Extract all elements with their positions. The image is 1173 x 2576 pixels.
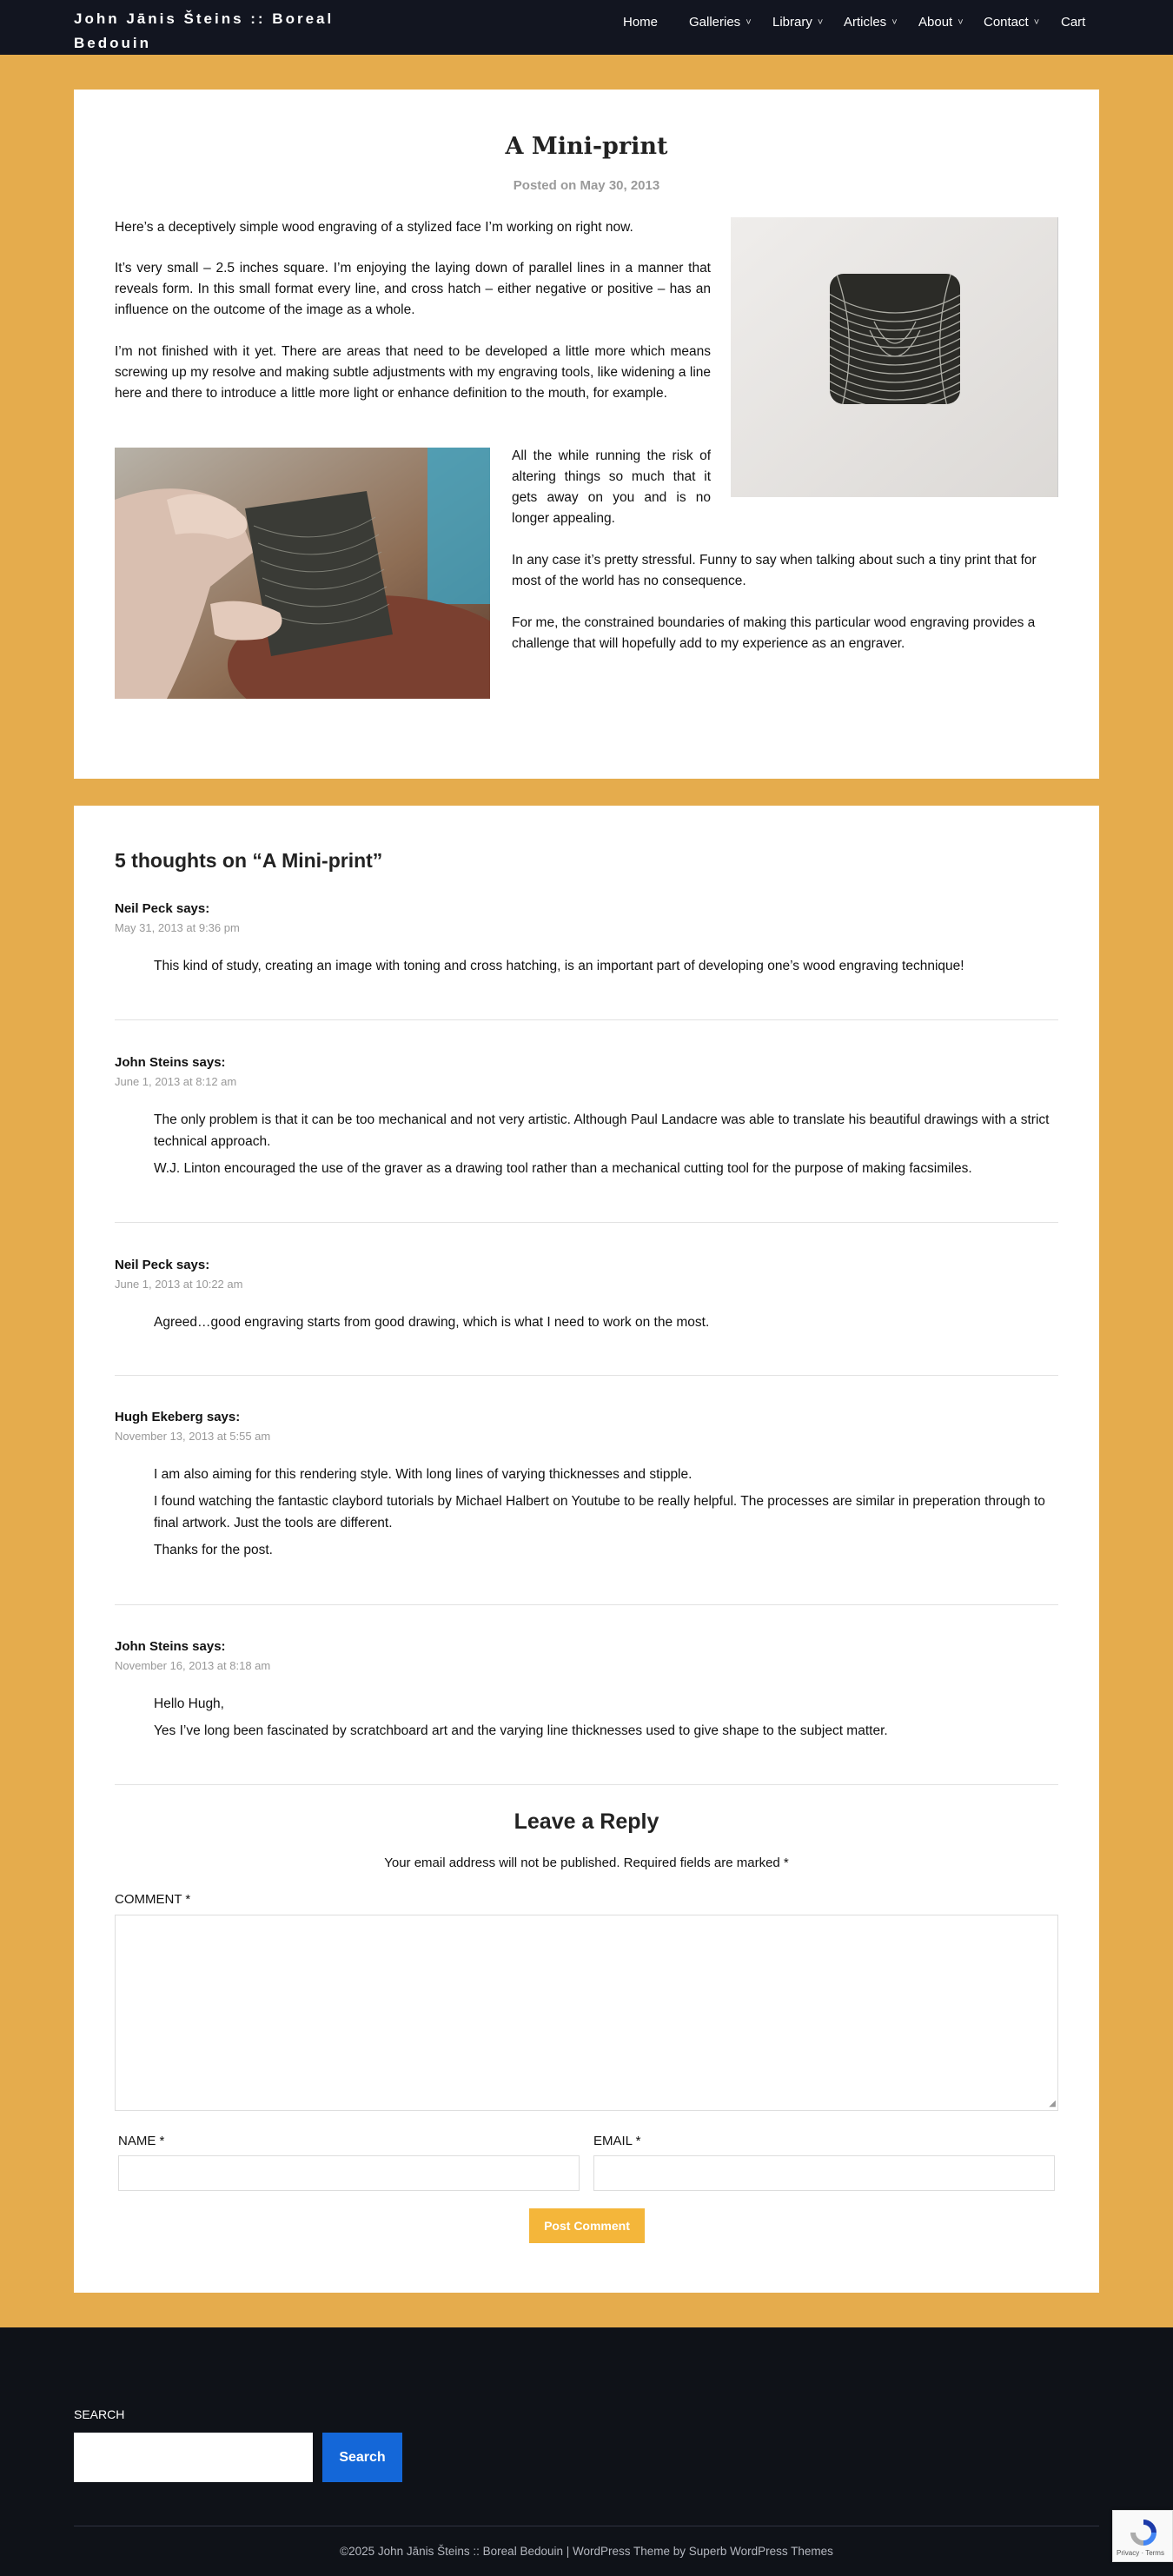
chevron-down-icon: ˅ xyxy=(1033,17,1040,28)
comment-divider xyxy=(115,1375,1058,1376)
resize-grip-icon[interactable]: ◢ xyxy=(1049,2099,1056,2108)
post-paragraph: It’s very small – 2.5 inches square. I’m enjoying the laying down of parallel lines in a manner that reveals form. In this small format every line, and cross hatch – either negative or positive – has an influence on the outcome of the image as a whole. xyxy=(115,261,711,317)
post-paragraph: Here’s a deceptively simple wood engraving of a stylized face I’m working on right now. xyxy=(115,220,633,235)
copyright-text: ©2025 John Jānis Šteins :: Boreal Bedouin | WordPress Theme by Superb WordPress Themes xyxy=(340,2545,833,2558)
post-title: A Mini-print xyxy=(505,133,668,160)
comment xyxy=(115,1055,1058,1185)
comment-divider xyxy=(115,1604,1058,1605)
site-footer xyxy=(0,2327,1173,2576)
nav-label: Library xyxy=(772,15,812,30)
site-title[interactable]: John Jānis Šteins :: Boreal Bedouin xyxy=(74,10,335,51)
comment-author[interactable]: Hugh Ekeberg says: xyxy=(115,1410,241,1424)
post-paragraph: All the while running the risk of altering things so much that it gets away on you and is no longer appealing. xyxy=(512,448,711,526)
chevron-down-icon: ˅ xyxy=(958,17,964,28)
comment-author[interactable]: Neil Peck says: xyxy=(115,901,210,916)
nav-item-home[interactable] xyxy=(623,15,658,30)
post-date[interactable]: Posted on May 30, 2013 xyxy=(513,178,660,193)
comment-body xyxy=(154,1311,1058,1333)
comment-date[interactable]: May 31, 2013 at 9:36 pm xyxy=(115,921,240,934)
email-input[interactable] xyxy=(593,2155,1055,2191)
email-label: EMAIL * xyxy=(593,2134,641,2148)
comment-author[interactable]: Neil Peck says: xyxy=(115,1258,210,1272)
nav-item-contact[interactable] xyxy=(984,15,1039,30)
comment-label: COMMENT * xyxy=(115,1892,191,1907)
comment xyxy=(115,1258,1058,1338)
engraving-print-image[interactable] xyxy=(731,217,1058,497)
comment-body xyxy=(154,1464,1058,1561)
nav-item-galleries[interactable] xyxy=(689,15,752,30)
comment-text: The only problem is that it can be too mechanical and not very artistic. Although Paul Landacre was able to translate his beautiful drawings with a strict technical approach. xyxy=(154,1112,1050,1149)
comment-date[interactable]: June 1, 2013 at 10:22 am xyxy=(115,1278,243,1291)
comment-text: I am also aiming for this rendering style. With long lines of varying thicknesses and stipple. xyxy=(154,1467,693,1482)
post-article xyxy=(74,90,1099,779)
comment-textarea[interactable] xyxy=(115,1915,1058,2111)
nav-label: Articles xyxy=(844,15,887,30)
comments-section xyxy=(74,806,1099,2293)
recaptcha-badge[interactable] xyxy=(1112,2510,1173,2562)
comment-date[interactable]: June 1, 2013 at 8:12 am xyxy=(115,1075,237,1088)
nav-item-articles[interactable] xyxy=(844,15,898,30)
comment-body xyxy=(154,1693,1058,1742)
search-input[interactable] xyxy=(74,2433,313,2482)
chevron-down-icon: ˅ xyxy=(746,17,752,28)
post-comment-button[interactable]: Post Comment xyxy=(529,2208,645,2243)
comment-author[interactable]: John Steins says: xyxy=(115,1055,226,1070)
comment-divider xyxy=(115,1019,1058,1020)
comment-author[interactable]: John Steins says: xyxy=(115,1639,226,1654)
nav-label: Galleries xyxy=(689,15,741,30)
search-button[interactable]: Search xyxy=(322,2433,402,2482)
post-paragraph: I’m not finished with it yet. There are areas that need to be developed a little more which means screwing up my resolve and making subtle adjustments with my engraving tools, like widening a line here and there to introduce a little more light or enhance definition to the mouth, for example. xyxy=(115,344,711,401)
comment-text: Hello Hugh, xyxy=(154,1696,224,1711)
site-header xyxy=(0,0,1173,55)
comments-heading: 5 thoughts on “A Mini-print” xyxy=(115,849,383,872)
comment-text: Agreed…good engraving starts from good drawing, which is what I need to work on the most. xyxy=(154,1315,710,1330)
reply-title: Leave a Reply xyxy=(514,1809,659,1834)
comment-divider xyxy=(115,1222,1058,1223)
name-input[interactable] xyxy=(118,2155,580,2191)
search-label: SEARCH xyxy=(74,2407,125,2421)
chevron-down-icon: ˅ xyxy=(891,17,898,28)
comment-text: This kind of study, creating an image with toning and cross hatching, is an important part of developing one’s wood engraving technique! xyxy=(154,959,964,973)
hand-holding-block-image[interactable] xyxy=(115,448,490,699)
nav-label: Contact xyxy=(984,15,1029,30)
nav-item-library[interactable] xyxy=(772,15,823,30)
comment xyxy=(115,1639,1058,1747)
comment-text: Thanks for the post. xyxy=(154,1543,273,1557)
reply-note: Your email address will not be published. Required fields are marked * xyxy=(384,1856,789,1870)
recaptcha-icon xyxy=(1126,2516,1161,2549)
comment-text: W.J. Linton encouraged the use of the graver as a drawing tool rather than a mechanical cutting tool for the purpose of making facsimiles. xyxy=(154,1161,972,1176)
comment-body xyxy=(154,955,1058,977)
comment-date[interactable]: November 13, 2013 at 5:55 am xyxy=(115,1430,271,1443)
recaptcha-links[interactable]: Privacy · Terms xyxy=(1117,2549,1164,2557)
comment xyxy=(115,901,1058,982)
name-label: NAME * xyxy=(118,2134,165,2148)
nav-item-about[interactable] xyxy=(918,15,964,30)
comment-text: Yes I’ve long been fascinated by scratchboard art and the varying line thicknesses used to give shape to the subject matter. xyxy=(154,1723,888,1738)
comment-date[interactable]: November 16, 2013 at 8:18 am xyxy=(115,1659,271,1672)
nav-label: Home xyxy=(623,15,659,30)
comment xyxy=(115,1410,1058,1566)
post-paragraph: In any case it’s pretty stressful. Funny to say when talking about such a tiny print that for most of the world has no consequence. xyxy=(512,553,1037,588)
hand-holding-block-graphic xyxy=(115,448,490,699)
comment-text: I found watching the fantastic claybord tutorials by Michael Halbert on Youtube to be really helpful. The processes are similar in preperation through to final artwork. Just the tools are different. xyxy=(154,1494,1045,1530)
engraving-print-graphic xyxy=(731,217,1058,497)
nav-item-cart[interactable] xyxy=(1061,15,1085,30)
chevron-down-icon: ˅ xyxy=(817,17,824,28)
comment-body xyxy=(154,1109,1058,1179)
comment-divider xyxy=(115,1784,1058,1785)
nav-label: Cart xyxy=(1061,15,1086,30)
post-paragraph: For me, the constrained boundaries of making this particular wood engraving provides a challenge that will hopefully add to my experience as an engraver. xyxy=(512,615,1036,651)
nav-label: About xyxy=(918,15,953,30)
